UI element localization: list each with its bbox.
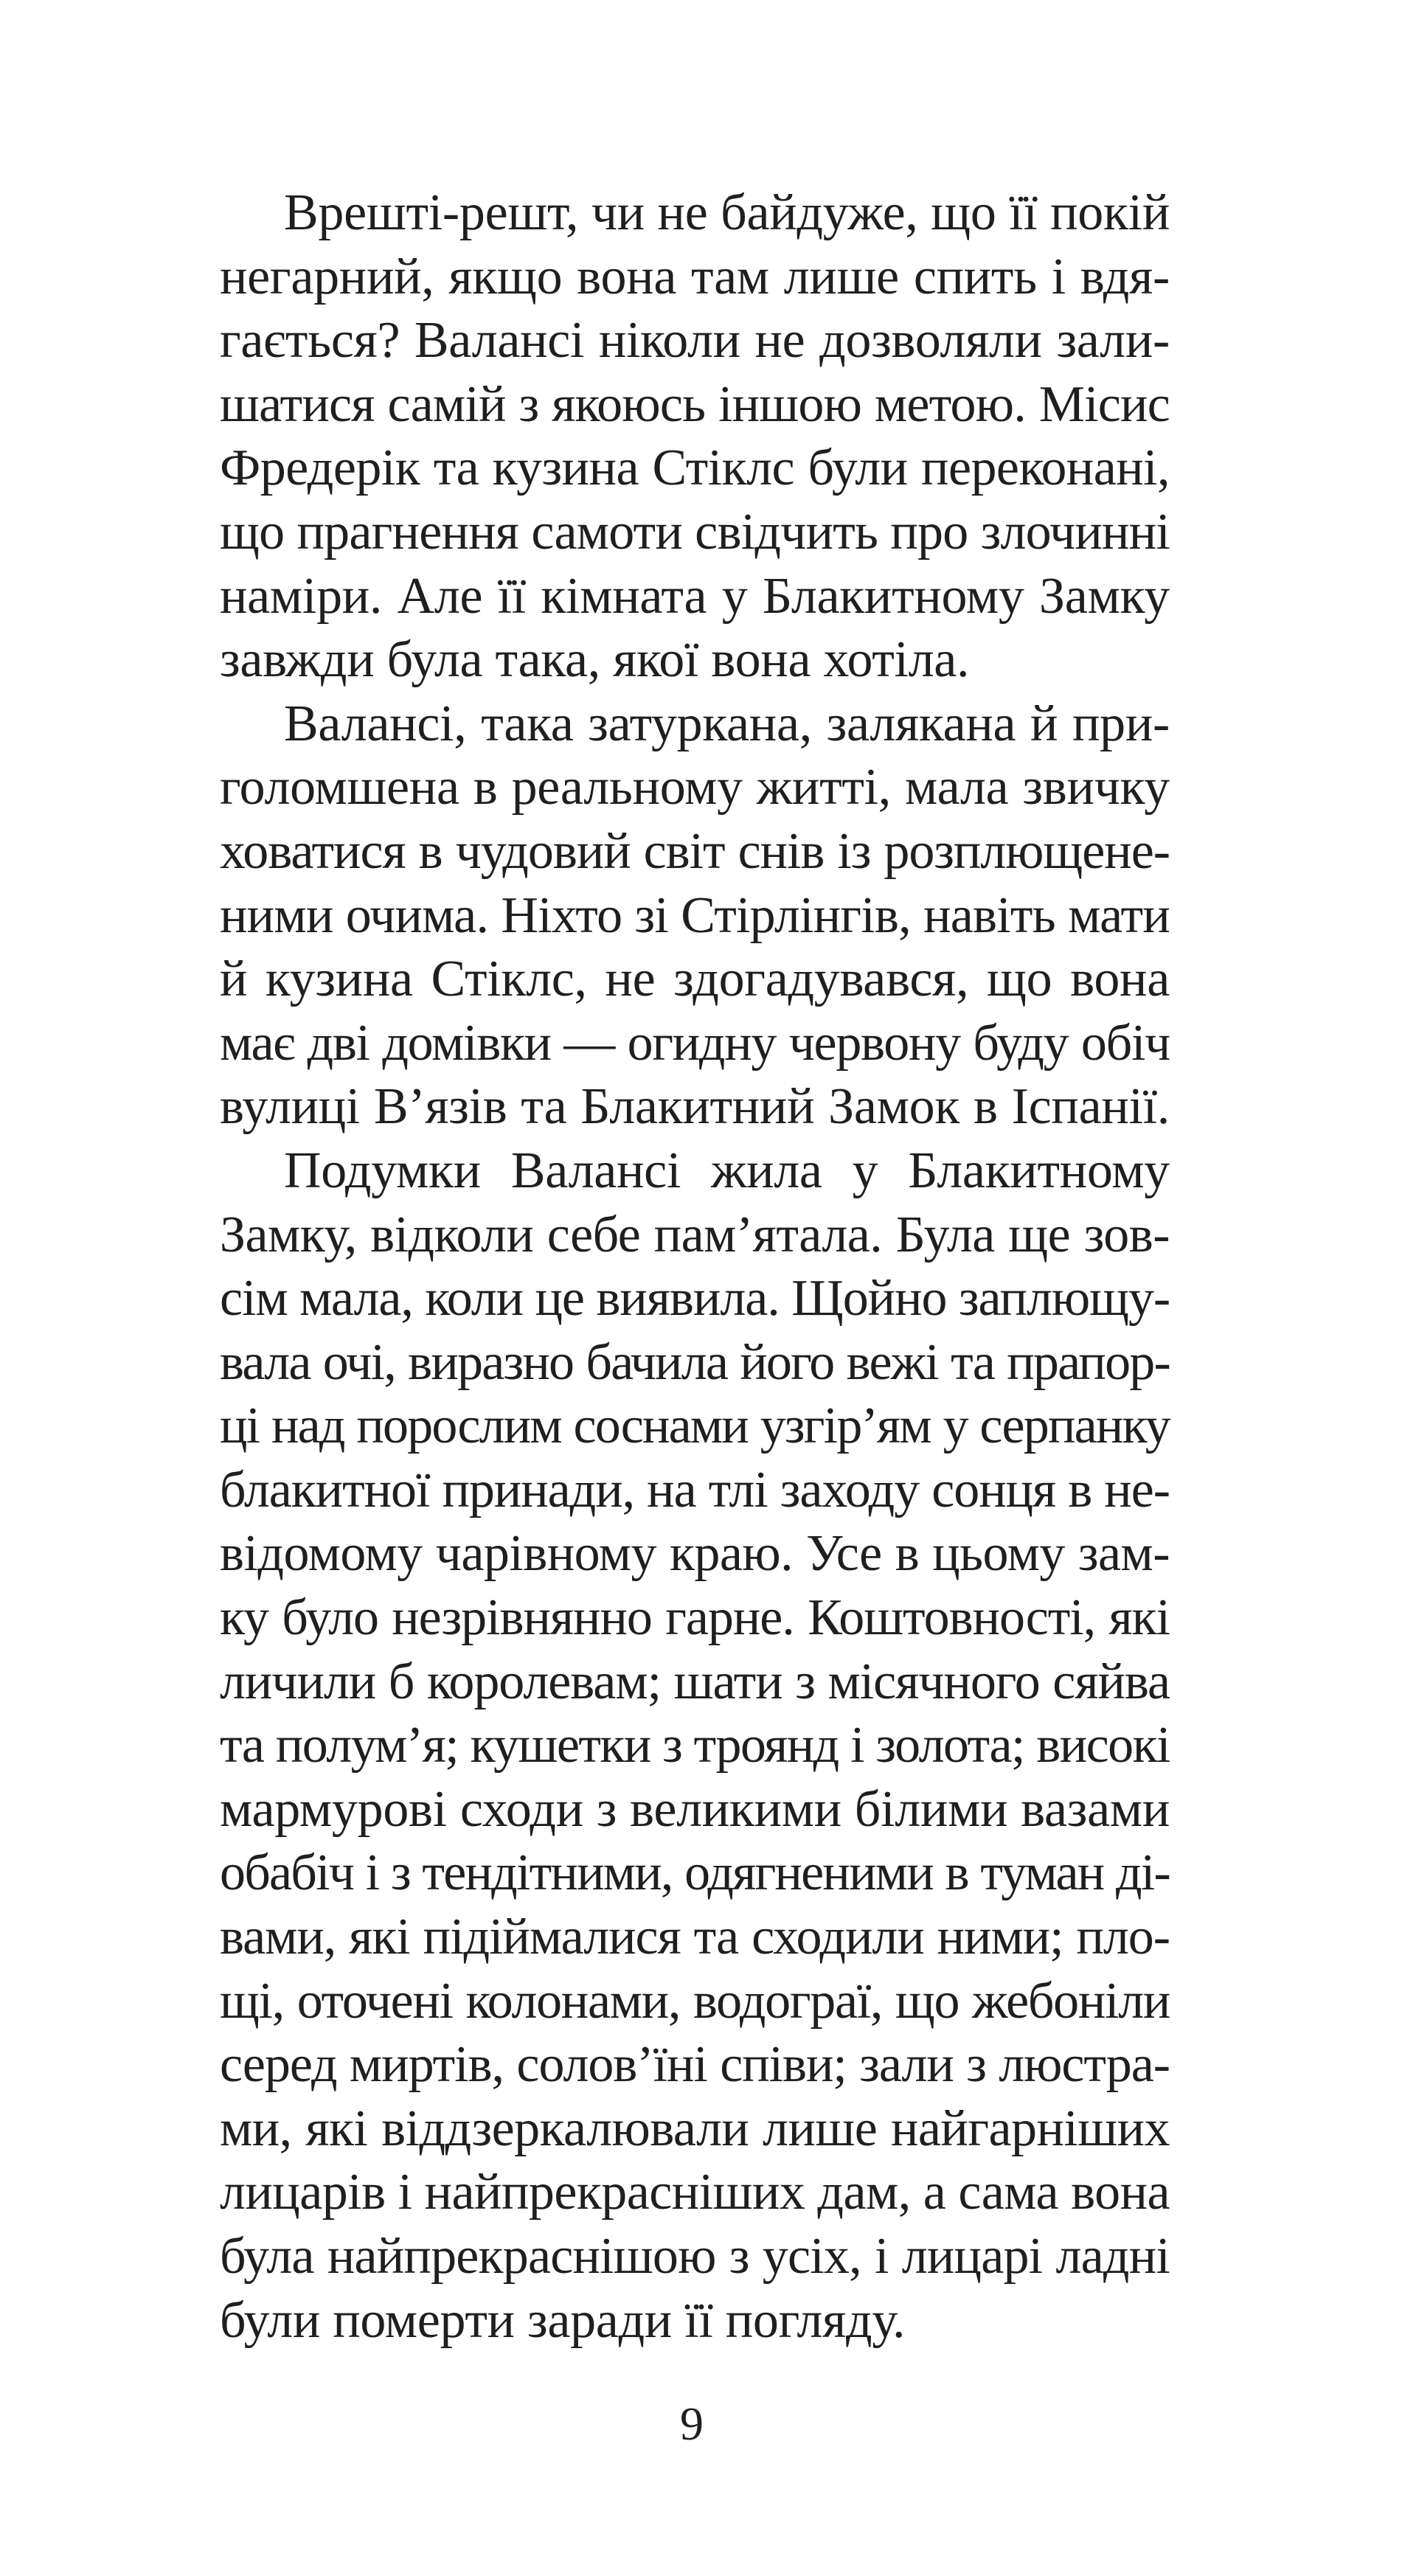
body-text	[220, 181, 1170, 2353]
text-line: що прагнення самоти свідчить про злочинні	[220, 503, 1170, 560]
paragraph-1	[220, 181, 1170, 692]
text-line: голомшена в реальному житті, мала звичку	[220, 759, 1170, 816]
text-line: гається? Валансі ніколи не дозволяли зали-	[220, 312, 1170, 369]
text-line: ці над порослим соснами узгір’ям у серпанку	[220, 1398, 1170, 1455]
text-line: шатися самій з якоюсь іншою метою. Місис	[220, 375, 1170, 433]
paragraph-3	[220, 1139, 1170, 2353]
text-line: ними очима. Ніхто зі Стірлінгів, навіть мати	[220, 886, 1170, 944]
text-line: були померти заради її погляду.	[220, 2291, 906, 2349]
text-line: вулиці В’язів та Блакитний Замок в Іспанії.	[220, 1078, 1170, 1136]
text-line: личили б королевам; шати з місячного сяйва	[220, 1653, 1170, 1710]
text-line: Фредерік та кузина Стіклс були переконані,	[220, 440, 1170, 497]
text-line: Валансі, така затуркана, залякана й при-	[284, 695, 1170, 752]
text-line: відомому чарівному краю. Усе в цьому зам-	[220, 1525, 1170, 1583]
page-number: 9	[680, 2398, 704, 2450]
text-line: Замку, відколи себе пам’ятала. Була ще зов-	[220, 1206, 1170, 1263]
text-line: сім мала, коли це виявила. Щойно заплющу-	[220, 1270, 1170, 1327]
text-line: ку було незрівнянно гарне. Коштовності, які	[220, 1589, 1170, 1647]
text-line: обабіч і з тендітними, одягненими в туман ді-	[220, 1844, 1170, 1902]
text-line: завжди була така, якої вона хотіла.	[220, 631, 970, 689]
text-line: наміри. Але її кімната у Блакитному Замку	[220, 567, 1170, 625]
text-line: й кузина Стіклс, не здогадувався, що вона	[220, 951, 1170, 1008]
text-line: має дві домівки — огидну червону буду обіч	[220, 1014, 1170, 1072]
text-line: щі, оточені колонами, водограї, що жебоніли	[220, 1972, 1170, 2030]
text-line: лицарів і найпрекрасніших дам, а сама вона	[220, 2164, 1170, 2221]
text-line: Врешті-решт, чи не байдуже, що її покій	[284, 184, 1170, 241]
text-line: мармурові сходи з великими білими вазами	[220, 1780, 1170, 1838]
text-line: Подумки Валансі жила у Блакитному	[284, 1142, 1170, 1199]
text-line: серед миртів, солов’їні співи; зали з люстра-	[220, 2036, 1170, 2094]
text-line: була найпрекраснішою з усіх, і лицарі ладні	[220, 2228, 1170, 2285]
text-line: вами, які підіймалися та сходили ними; пло-	[220, 1909, 1170, 1966]
text-line: негарний, якщо вона там лише спить і вдя-	[220, 248, 1170, 305]
text-line: ми, які віддзеркалювали лише найгарніших	[220, 2100, 1170, 2157]
paragraph-2	[220, 692, 1170, 1139]
text-line: ховатися в чудовий світ снів із розплющене-	[220, 822, 1170, 880]
text-line: та полум’я; кушетки з троянд і золота; високі	[220, 1717, 1170, 1774]
text-line: блакитної принади, на тлі заходу сонця в не-	[220, 1461, 1170, 1518]
text-line: вала очі, виразно бачила його вежі та прапор-	[220, 1333, 1170, 1391]
